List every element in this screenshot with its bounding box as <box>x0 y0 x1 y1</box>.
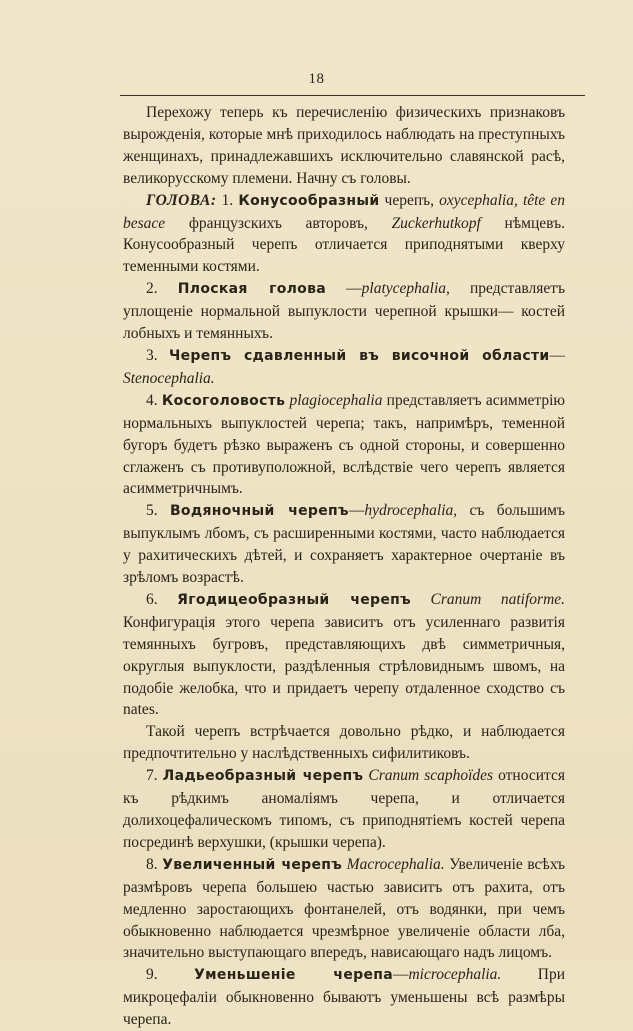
item-number: 9. <box>146 966 158 984</box>
paragraph-item-9 <box>123 964 565 1031</box>
body-text <box>123 102 565 1031</box>
latin-term: oxycephalia, tête en besace <box>123 191 566 232</box>
latin-term: plagiocephalia <box>289 391 383 409</box>
item-text: — <box>348 502 365 520</box>
item-number: 3. <box>146 346 158 364</box>
item-number: 4. <box>146 391 158 409</box>
item-text: — <box>346 280 362 298</box>
item-number: 5. <box>146 502 158 520</box>
item-number: 8. <box>146 855 158 873</box>
paragraph-intro: Перехожу теперь къ перечисленію физическихъ признаковъ вырожденія, которые мнѣ приходилось наблюдать на преступныхъ женщинахъ, принадлежавшихъ исключительно славянской расѣ, великорусскому племени. Начну съ головы. <box>123 104 565 187</box>
item-text: Увеличеніе всѣхъ размѣровъ черепа большею частью зависитъ отъ рахита, отъ медленно заростающихъ фонтанелей, отъ водянки, при чемъ обыкновенно наблюдается чрезмѣрное увеличеніе области лба, значительно выступающаго впередъ, нависающаго надъ лицомъ. <box>123 855 566 962</box>
latin-term: platycephalia, <box>361 280 450 298</box>
item-text: представляетъ асимметрію нормальныхъ выпуклостей черепа; такъ, напримѣръ, теменной бугоръ будетъ рѣзко выраженъ съ одной стороны, и совершенно сглаженъ съ противуположной, вслѣдствіе чего черепъ является асимметричнымъ. <box>123 391 565 498</box>
item-term: Увеличенный черепъ <box>162 856 343 873</box>
item-term: Конусообразный <box>238 192 380 209</box>
item-text: При микроцефаліи обыкновенно бываютъ уменьшены всѣ размѣры черепа. <box>123 966 566 1029</box>
latin-term: Cranum scaphoïdes <box>368 767 494 785</box>
header-rule <box>120 95 585 96</box>
item-number: 1. <box>221 191 234 209</box>
paragraph-item-1 <box>123 190 565 279</box>
item-text: черепъ, <box>384 191 435 209</box>
item-number: 6. <box>146 590 158 608</box>
item-term: Ладьеобразный черепъ <box>162 768 364 785</box>
item-text: представляетъ уплощеніе нормальной выпуклости черепной крышки— костей лобныхъ и темянныхъ. <box>123 280 565 343</box>
paragraph-item-8 <box>123 854 565 965</box>
paragraph-item-2 <box>123 278 565 345</box>
item-number: 2. <box>146 280 158 298</box>
latin-term: microcephalia. <box>408 966 502 984</box>
item-text: Конфигурація этого черепа зависитъ отъ усиленнаго развитія темянныхъ бугровъ, представляющихъ двѣ симметричныя, округлыя выпуклости, раздѣленныя стрѣловиднымъ швомъ, на подобіе желобка, что и придаетъ черепу отдаленное сходство съ nates. <box>123 613 565 719</box>
paragraph-continuation: Такой черепъ встрѣчается довольно рѣдко, и наблюдается предпочтительно у наслѣдственныхъ сифилитиковъ. <box>123 723 565 763</box>
latin-term: hydrocephalia, <box>364 502 458 520</box>
latin-term: Macrocephalia. <box>346 855 445 873</box>
item-text: — <box>549 346 565 364</box>
item-term: Черепъ сдавленный въ височной области <box>168 347 550 364</box>
paragraph-item-5 <box>123 500 565 589</box>
item-term: Ягодицеобразный черепъ <box>177 591 411 608</box>
item-text: нѣмцевъ. Конусообразный черепъ отличается приподнятыми кверху теменными костями. <box>123 214 565 276</box>
item-text: французскихъ авторовъ, <box>188 214 368 232</box>
latin-term: Stenocephalia. <box>123 369 215 387</box>
item-term: Уменьшеніе черепа <box>194 967 393 984</box>
german-term: Zuckerhutkopf <box>391 214 481 232</box>
item-term: Плоская голова <box>177 281 327 298</box>
latin-term: Cranum natiforme. <box>430 590 566 608</box>
item-text: относится къ рѣдкимъ аномаліямъ черепа, и отличается долихоцефалическомъ типомъ, съ приподнятіемъ костей черепа посрединѣ верхушки, (крышки черепа). <box>123 767 565 851</box>
paragraph-item-3 <box>123 345 565 390</box>
item-text: съ большимъ выпуклымъ лбомъ, съ расширенными костями, часто наблюдается у рахитическихъ дѣтей, и сохраняетъ характерное очертаніе въ зрѣломъ возрастѣ. <box>123 502 566 587</box>
item-text: — <box>392 966 409 984</box>
paragraph-item-6 <box>123 589 565 721</box>
section-heading: ГОЛОВА: <box>146 191 217 209</box>
item-term: Водяночный черепъ <box>169 503 349 520</box>
paragraph-item-7 <box>123 765 565 854</box>
paragraph-item-4 <box>123 390 565 501</box>
item-term: Косоголовость <box>161 392 286 409</box>
page-number: 18 <box>308 71 325 87</box>
item-number: 7. <box>146 767 158 785</box>
